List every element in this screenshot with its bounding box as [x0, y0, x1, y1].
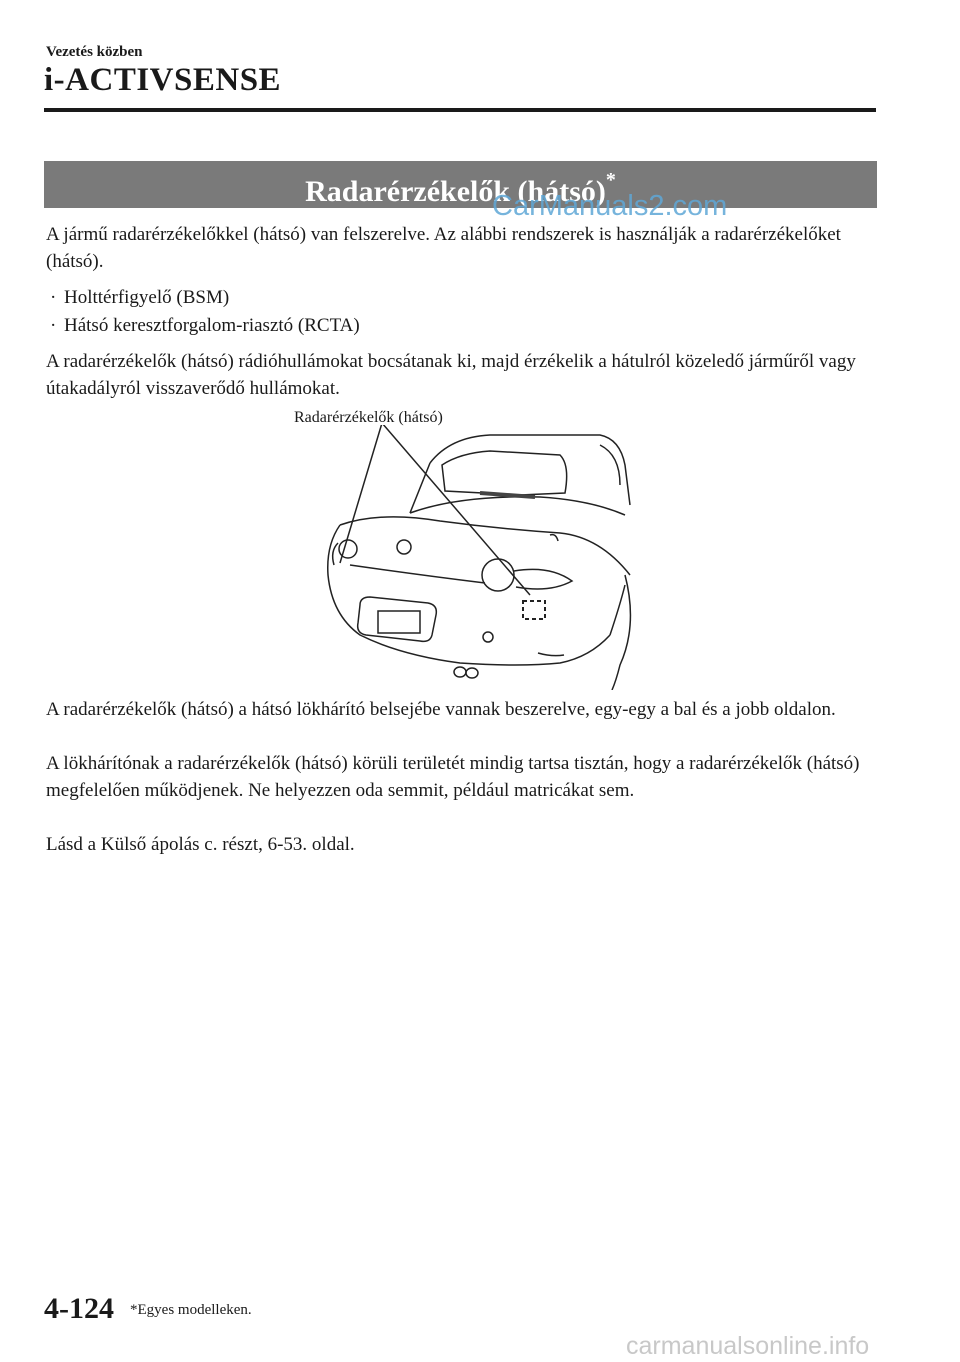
description-paragraph: A radarérzékelők (hátsó) rádióhullámokat bocsátanak ki, majd érzékelik a hátulról közeledő járműről vagy útakadályról visszaverődő hullámokat.: [46, 351, 856, 399]
body-paragraph-care: A lökhárítónak a radarérzékelők (hátsó) körüli területét mindig tartsa tisztán, hogy a radarérzékelők (hátsó) megfelelően működjenek. Ne helyezzen oda semmit, például matricákat sem.: [46, 753, 860, 801]
watermark-logo: CarManuals2.com: [492, 190, 728, 222]
left-tail-light: [339, 540, 357, 558]
figure-label: Radarérzékelők (hátsó): [294, 409, 443, 426]
list-item-text: Holttérfigyelő (BSM): [64, 287, 230, 308]
leader-line-left: [340, 425, 382, 563]
car-rear-illustration: [320, 425, 640, 690]
body-paragraph-location: A radarérzékelők (hátsó) a hátsó lökhárító belsejébe vannak beszerelve, egy-egy a bal és a jobb oldalon.: [46, 699, 836, 720]
bullet-dot: ·: [50, 315, 57, 336]
chapter-title: i-ACTIVSENSE: [44, 62, 282, 98]
trunk-emblem: [397, 540, 411, 554]
banner-title: Radarérzékelők (hátsó): [305, 175, 606, 208]
system-list: [46, 284, 360, 340]
footnote: *Egyes modelleken.: [130, 1302, 252, 1318]
intro-paragraph: A jármű radarérzékelőkkel (hátsó) van felszerelve. Az alábbi rendszerek is használják a radarérzékelőket (hátsó).: [46, 224, 841, 272]
list-item: [46, 312, 360, 340]
exhaust-pipe: [454, 667, 466, 677]
radar-sensor-marker: [523, 601, 545, 619]
section-banner: [44, 161, 877, 208]
exhaust-pipe: [466, 668, 478, 678]
right-tail-light: [482, 559, 514, 591]
list-item: [46, 284, 360, 312]
rear-window: [442, 451, 567, 495]
page-number: 4-124: [44, 1292, 114, 1325]
body-paragraph-reference: Lásd a Külső ápolás c. részt, 6-53. oldal.: [46, 834, 355, 855]
section-header: Vezetés közben: [46, 44, 143, 60]
license-plate-recess: [358, 597, 437, 641]
banner-asterisk: *: [605, 169, 616, 191]
bullet-dot: ·: [50, 287, 57, 308]
header-rule: [44, 108, 876, 112]
site-watermark: carmanualsonline.info: [626, 1332, 870, 1360]
list-item-text: Hátsó keresztforgalom-riasztó (RCTA): [64, 315, 360, 336]
leader-line-right: [382, 425, 530, 595]
license-plate: [378, 611, 420, 633]
